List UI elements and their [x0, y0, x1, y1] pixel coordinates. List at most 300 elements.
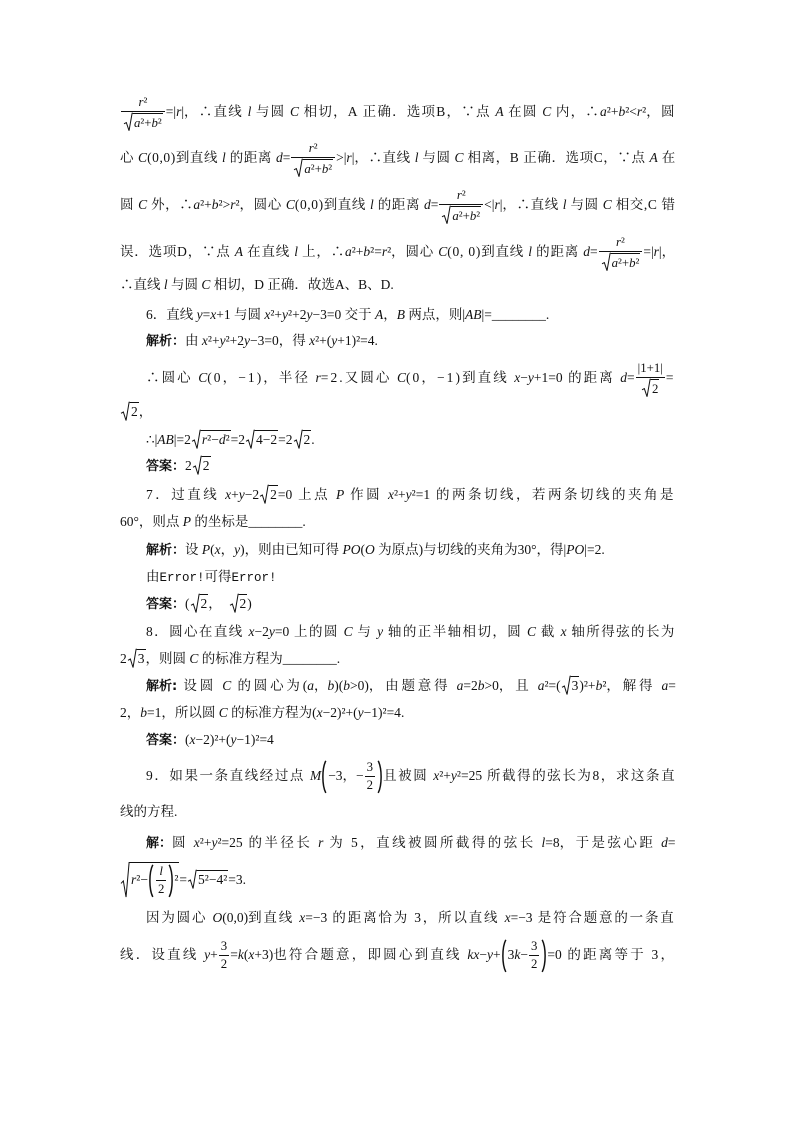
- radicand: [611, 253, 641, 271]
- math-run: [183, 514, 191, 529]
- math-run: d=: [661, 835, 676, 850]
- square-root: [121, 402, 139, 421]
- math-variable: y: [238, 487, 245, 502]
- math-run: |AB|=2: [154, 432, 191, 447]
- fraction-numerator: [121, 95, 165, 112]
- math-run: 2: [120, 705, 127, 720]
- text-run: ，所以圆: [161, 705, 219, 720]
- left-parenthesis: [148, 864, 154, 898]
- text-run: 6．直线: [146, 307, 197, 322]
- fraction-denominator: [121, 112, 165, 131]
- text-run: 相切，A 正确．选项B，∵点: [299, 104, 496, 119]
- text-run: .: [400, 705, 405, 720]
- math-variable: x: [388, 487, 394, 502]
- radical-sign-stroke: [260, 485, 269, 503]
- math-variable: a: [456, 678, 464, 693]
- math-variable: y: [204, 947, 211, 962]
- math-run: l=8: [541, 835, 560, 850]
- fraction-numerator: [156, 864, 166, 881]
- square-root: [124, 113, 163, 131]
- radical-sign-stroke: [124, 113, 133, 130]
- question-9: [146, 756, 676, 796]
- math-run: =0: [547, 947, 562, 962]
- text-run: 相离，B 正确．选项C，∵点: [463, 150, 650, 165]
- fraction: [636, 361, 665, 398]
- math-run: 2: [120, 651, 127, 666]
- math-variable: a: [452, 208, 459, 223]
- math-run: [286, 197, 295, 212]
- text-run: ，得: [278, 333, 310, 348]
- math-variable: y: [405, 487, 412, 502]
- text-run: 设圆: [177, 678, 223, 693]
- math-run: [375, 307, 383, 322]
- math-variable: A: [465, 307, 474, 322]
- text-run: =: [665, 370, 676, 385]
- math-variable: l: [370, 197, 374, 212]
- math-variable: B: [165, 432, 174, 447]
- math-run: [222, 678, 231, 693]
- math-run: a²+b²=r²: [345, 244, 392, 259]
- math-variable: C: [222, 678, 232, 693]
- math-variable: b: [321, 161, 329, 176]
- text-run: ，∴直线: [184, 104, 248, 119]
- math-variable: x: [248, 947, 255, 962]
- text-run: ∴: [146, 432, 155, 447]
- left-parenthesis: [501, 939, 507, 973]
- math-variable: C: [285, 197, 295, 212]
- math-run: 2: [366, 778, 374, 793]
- text-run: =2.又圆心: [320, 370, 397, 385]
- math-run: 2: [200, 596, 208, 611]
- square-root: [193, 456, 211, 475]
- math-variable: A: [234, 244, 243, 259]
- radicand: [130, 862, 179, 898]
- text-run: ，圆心: [239, 197, 286, 212]
- math-run: [527, 624, 536, 639]
- big-parentheses: [148, 864, 174, 898]
- text-run: .: [311, 432, 315, 447]
- left-parenthesis-stroke: [323, 761, 326, 793]
- math-run: 3: [366, 760, 374, 775]
- math-variable: r: [138, 94, 144, 109]
- math-variable: l: [247, 104, 252, 119]
- math-variable: r: [346, 150, 352, 165]
- text-run: ，圆心: [391, 244, 439, 259]
- math-run: )²+b²: [579, 678, 607, 693]
- math-variable: b: [618, 104, 626, 119]
- math-run: x²+(y+1)²=4: [309, 333, 375, 348]
- radical-sign-stroke: [121, 402, 130, 420]
- math-variable: l: [222, 150, 226, 165]
- math-variable: r: [636, 104, 643, 119]
- math-variable: y: [450, 768, 457, 783]
- text-run: 为 5，直线被圆所截得的弦长: [323, 835, 542, 850]
- text-run: 的半径长: [242, 835, 319, 850]
- radical-sign-stroke: [230, 594, 239, 612]
- math-variable: P: [201, 542, 211, 557]
- radicand: [202, 456, 211, 475]
- text-line: [146, 898, 676, 938]
- math-run: a²+b²>r²: [193, 197, 240, 212]
- radical-sign: [230, 594, 239, 613]
- math-run: a=: [661, 678, 676, 693]
- square-root: [562, 676, 580, 695]
- math-variable: a: [304, 161, 311, 176]
- math-variable: x: [560, 624, 567, 639]
- radical-sign: [121, 402, 130, 421]
- math-variable: k: [237, 947, 244, 962]
- radical-sign-stroke: [602, 253, 611, 270]
- bold-label: 解析：: [146, 334, 186, 349]
- math-variable: M: [309, 768, 322, 783]
- text-run: ，: [383, 307, 397, 322]
- text-run: ): [247, 596, 252, 611]
- math-variable: A: [495, 104, 504, 119]
- math-run: x²+y²+2y−3=0: [201, 333, 279, 348]
- math-variable: y: [527, 370, 534, 385]
- bold-label: 答案：: [146, 597, 186, 612]
- math-variable: b: [469, 208, 477, 223]
- math-variable: P: [566, 542, 575, 557]
- radical-sign-stroke: [121, 863, 130, 898]
- text-run: ，: [661, 244, 676, 259]
- text-run: 圆: [120, 197, 139, 212]
- square-root: [128, 649, 146, 668]
- math-run: [138, 150, 147, 165]
- math-variable: b: [363, 244, 371, 259]
- fraction-denominator: [291, 158, 335, 177]
- radicand: [651, 379, 659, 397]
- fraction: [599, 235, 643, 272]
- math-variable: y: [331, 333, 338, 348]
- math-variable: r: [230, 197, 236, 212]
- math-variable: l: [562, 197, 567, 212]
- radical-sign: [642, 379, 651, 397]
- text-run: 与圆: [251, 104, 290, 119]
- math-run: d=: [275, 150, 291, 165]
- math-variable: b: [140, 705, 147, 720]
- math-run: a=2b>0: [456, 678, 499, 693]
- math-run: a²+b²: [134, 115, 162, 130]
- math-variable: x: [433, 768, 440, 783]
- bold-label: 解析：: [146, 543, 186, 558]
- math-variable: y: [234, 542, 241, 557]
- math-variable: y: [196, 307, 203, 322]
- radical-sign-stroke: [442, 206, 451, 223]
- math-run: [235, 244, 243, 259]
- math-variable: y: [357, 705, 364, 720]
- math-run: P(x，y): [201, 542, 245, 557]
- math-run: 3: [571, 678, 579, 693]
- math-run: >|r|: [336, 150, 355, 165]
- text-run: 为原点)与切线的夹角为30°，得: [374, 542, 564, 557]
- math-run: r²−: [131, 872, 148, 887]
- math-run: [310, 768, 321, 783]
- math-run: d=: [583, 244, 598, 259]
- text-run: 由: [185, 333, 202, 348]
- math-variable: x: [514, 370, 521, 385]
- text-run: 的坐标是________.: [191, 514, 306, 529]
- text-run: 截: [536, 624, 561, 639]
- math-run: a²+b²<r²: [600, 104, 647, 119]
- math-variable: y: [268, 624, 275, 639]
- math-variable: P: [336, 487, 345, 502]
- text-run: 60°，则点: [120, 514, 183, 529]
- big-parentheses: [501, 939, 548, 973]
- analysis-line: [146, 321, 378, 361]
- text-line: [120, 185, 676, 225]
- math-run: r²: [308, 140, 318, 155]
- radical-sign-stroke: [193, 456, 202, 474]
- math-run: r²: [616, 234, 625, 249]
- text-run: 上点: [292, 487, 336, 502]
- math-run: =0: [277, 487, 293, 502]
- radical-sign: [191, 594, 200, 613]
- right-parenthesis: [541, 939, 547, 973]
- radical-sign-stroke: [191, 594, 200, 612]
- math-variable: d: [218, 432, 226, 447]
- math-run: =2: [278, 432, 293, 447]
- math-variable: r: [381, 244, 388, 259]
- math-variable: l: [294, 244, 298, 259]
- math-run: [397, 307, 405, 322]
- right-parenthesis-stroke: [378, 761, 381, 793]
- math-run: 3: [530, 939, 538, 954]
- math-run: =k(x+3): [230, 947, 274, 962]
- text-run: ，则由已知可得: [244, 542, 343, 557]
- math-variable: r: [176, 104, 182, 119]
- math-run: |PO|=2: [563, 542, 602, 557]
- math-run: =|r|: [165, 104, 185, 119]
- math-run: [343, 542, 361, 557]
- math-run: =2: [230, 432, 245, 447]
- math-run: −3，−: [328, 768, 364, 783]
- math-variable: k: [514, 947, 521, 962]
- square-root: [230, 594, 248, 613]
- math-run: 3k−: [507, 947, 528, 962]
- math-variable: a: [537, 678, 545, 693]
- math-variable: r: [315, 370, 321, 385]
- square-root: [188, 870, 228, 889]
- text-line: [120, 935, 676, 975]
- bold-label: 答案：: [146, 459, 186, 474]
- text-run: 9．如果一条直线经过点: [146, 768, 310, 783]
- math-run: [438, 244, 447, 259]
- text-run: ，: [138, 404, 153, 419]
- text-run: 的两条切线，若两条切线的夹角是: [430, 487, 676, 502]
- text-run: (: [360, 542, 366, 557]
- right-parenthesis: [377, 760, 383, 794]
- fraction-numerator: [439, 188, 483, 205]
- math-variable: a: [661, 678, 669, 693]
- math-run: x²+y²=1: [388, 487, 431, 502]
- math-run: [542, 104, 551, 119]
- text-run: 与圆: [566, 197, 603, 212]
- fraction-numerator: [636, 361, 665, 378]
- text-run: 在直线: [242, 244, 295, 259]
- fraction: [439, 188, 483, 225]
- text-run: 因为圆心: [146, 910, 213, 925]
- text-run: 且被圆: [383, 768, 434, 783]
- radical-sign: [562, 676, 571, 695]
- square-root: [442, 206, 481, 224]
- math-variable: l: [414, 150, 419, 165]
- text-run: 圆: [172, 835, 194, 850]
- radicand: [200, 594, 209, 613]
- math-variable: r: [616, 234, 622, 249]
- fraction-denominator: [599, 252, 643, 271]
- text-run: 由: [146, 569, 160, 584]
- fraction-denominator: [156, 881, 166, 897]
- fraction-numerator: [599, 235, 643, 252]
- text-run: 的距离: [532, 244, 584, 259]
- text-run: (0,0)到直线: [294, 197, 370, 212]
- math-variable: r: [131, 872, 137, 887]
- text-run: ∴圆心: [146, 370, 199, 385]
- math-run: 2: [530, 957, 538, 972]
- math-run: 2: [220, 957, 228, 972]
- radical-sign: [188, 870, 197, 889]
- text-line: [120, 92, 676, 132]
- math-variable: r: [318, 835, 324, 850]
- math-run: a²+b²: [304, 161, 333, 176]
- math-variable: C: [218, 705, 228, 720]
- text-run: 可得: [204, 569, 232, 584]
- fraction-numerator: [529, 939, 539, 956]
- text-run: 的距离: [373, 197, 425, 212]
- radical-sign-stroke: [246, 430, 255, 448]
- fraction-numerator: [291, 141, 335, 158]
- text-line: [146, 358, 676, 398]
- radicand: [239, 594, 248, 613]
- math-run: x−2y=0: [248, 624, 290, 639]
- math-run: [495, 104, 503, 119]
- math-variable: x: [210, 307, 217, 322]
- text-run: 的标准方程为: [227, 705, 313, 720]
- parenthesized-expression: [327, 760, 377, 794]
- math-variable: P: [342, 542, 351, 557]
- math-variable: x: [264, 307, 271, 322]
- square-root: [294, 430, 315, 449]
- math-variable: A: [157, 432, 166, 447]
- math-variable: x: [214, 542, 221, 557]
- math-variable: A: [374, 307, 384, 322]
- text-run: ，∴直线: [354, 150, 415, 165]
- math-variable: a: [600, 104, 607, 119]
- math-run: 2: [303, 432, 311, 447]
- math-run: [649, 150, 657, 165]
- math-variable: C: [396, 370, 406, 385]
- math-run: =: [179, 872, 188, 887]
- math-run: x+y−2: [225, 487, 260, 502]
- math-variable: y: [306, 307, 313, 322]
- math-run: 2: [270, 487, 277, 502]
- radical-sign: [442, 206, 451, 224]
- math-variable: O: [574, 542, 585, 557]
- math-variable: d: [620, 370, 628, 385]
- text-run: (0,0)到直线: [147, 150, 223, 165]
- radical-sign-stroke: [294, 159, 303, 176]
- math-variable: P: [182, 514, 192, 529]
- text-run: 的标准方程为________.: [198, 651, 341, 666]
- math-variable: x: [473, 947, 480, 962]
- square-root: [121, 862, 179, 898]
- math-variable: y: [230, 732, 237, 747]
- math-variable: C: [201, 277, 211, 292]
- text-run: 轴所得弦的长为: [566, 624, 676, 639]
- text-line: [120, 138, 676, 178]
- math-run: [138, 197, 147, 212]
- math-variable: a: [611, 255, 618, 270]
- math-variable: a: [134, 115, 141, 130]
- text-run: 外，∴: [147, 197, 194, 212]
- fraction-denominator: [219, 956, 229, 972]
- fraction-numerator: [219, 939, 229, 956]
- math-run: x²+y²+2y−3=0: [264, 307, 342, 322]
- text-run: 心: [120, 150, 139, 165]
- text-run: 上的圆: [289, 624, 344, 639]
- math-variable: x: [299, 910, 306, 925]
- math-run: =3.: [228, 872, 246, 887]
- text-run: 在: [657, 150, 676, 165]
- math-run: O(0,0): [212, 910, 249, 925]
- radicand: [451, 206, 481, 224]
- math-run: 2: [239, 596, 247, 611]
- answer-line: [146, 720, 274, 760]
- radical-sign: [193, 456, 202, 475]
- math-run: (x−2)²+(y−1)²=4: [185, 732, 274, 747]
- text-run: 的距离: [225, 150, 276, 165]
- math-variable: y: [282, 307, 289, 322]
- math-run: |AB|: [462, 307, 485, 322]
- math-variable: d: [275, 150, 283, 165]
- radical-sign-stroke: [188, 870, 197, 888]
- text-run: 上，∴: [297, 244, 345, 259]
- math-run: |1+1|: [637, 360, 663, 375]
- math-variable: a: [193, 197, 201, 212]
- math-variable: y: [211, 835, 218, 850]
- math-variable: b: [595, 678, 603, 693]
- radical-sign: [121, 862, 130, 898]
- math-variable: a: [307, 678, 314, 693]
- math-variable: y: [219, 333, 226, 348]
- text-run: 作圆: [344, 487, 388, 502]
- math-run: [397, 370, 406, 385]
- math-variable: x: [504, 910, 511, 925]
- math-variable: r: [456, 187, 462, 202]
- text-run: 设: [185, 542, 202, 557]
- math-variable: a: [345, 244, 352, 259]
- code-run: Error!: [231, 571, 277, 585]
- math-variable: b: [211, 197, 219, 212]
- fraction-denominator: [636, 378, 665, 397]
- math-run: 2: [652, 381, 659, 396]
- square-root: [191, 594, 209, 613]
- math-variable: r: [653, 244, 659, 259]
- text-run: ，由题意得: [368, 678, 457, 693]
- text-run: =________.: [484, 307, 550, 322]
- math-variable: y: [243, 333, 250, 348]
- math-variable: C: [602, 197, 612, 212]
- text-run: 是符合题意的一条直: [532, 910, 676, 925]
- text-run: 的距离恰为 3，所以直线: [327, 910, 505, 925]
- text-run: 的距离等于 3，: [561, 947, 677, 962]
- math-run: d=: [424, 197, 439, 212]
- math-variable: C: [198, 370, 208, 385]
- solution-line: [146, 823, 676, 863]
- radical-sign-stroke: [642, 379, 651, 396]
- text-run: ，: [208, 596, 229, 611]
